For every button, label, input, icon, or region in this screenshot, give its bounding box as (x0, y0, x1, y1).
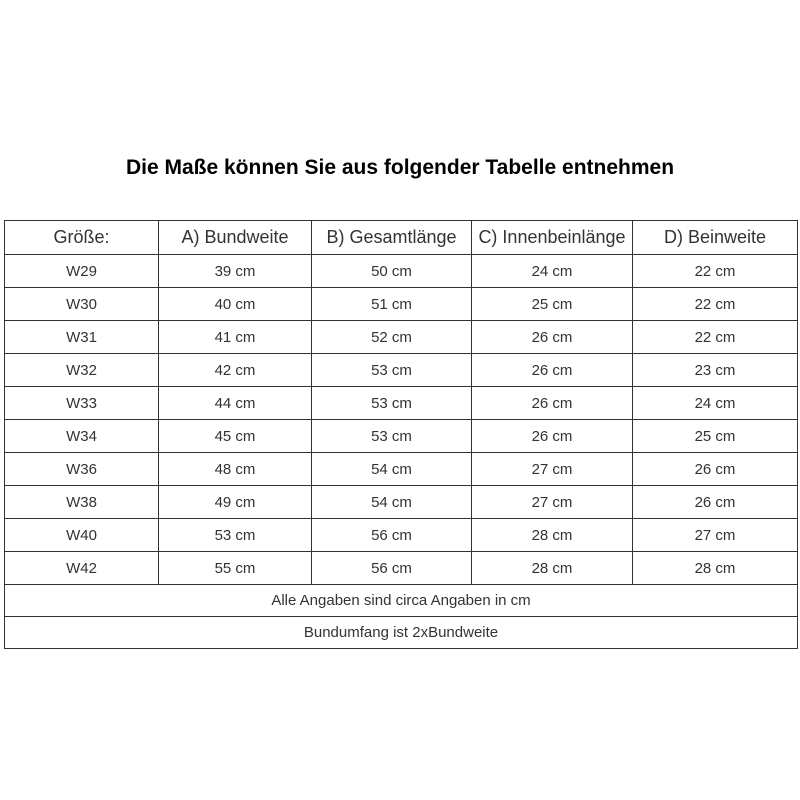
note-row (5, 585, 798, 617)
cell-innenbeinlaenge: 25 cm (472, 288, 633, 321)
cell-innenbeinlaenge: 26 cm (472, 321, 633, 354)
cell-gesamtlaenge: 54 cm (312, 486, 472, 519)
header-beinweite: D) Beinweite (633, 221, 798, 255)
cell-size: W31 (5, 321, 159, 354)
cell-size: W40 (5, 519, 159, 552)
table-row (5, 486, 798, 519)
table-row (5, 354, 798, 387)
cell-bundweite: 48 cm (159, 453, 312, 486)
cell-beinweite: 24 cm (633, 387, 798, 420)
cell-innenbeinlaenge: 28 cm (472, 552, 633, 585)
cell-bundweite: 40 cm (159, 288, 312, 321)
cell-bundweite: 39 cm (159, 255, 312, 288)
cell-gesamtlaenge: 52 cm (312, 321, 472, 354)
header-bundweite: A) Bundweite (159, 221, 312, 255)
cell-gesamtlaenge: 54 cm (312, 453, 472, 486)
table-row (5, 552, 798, 585)
page-title: Die Maße können Sie aus folgender Tabelle entnehmen (125, 156, 675, 179)
cell-size: W36 (5, 453, 159, 486)
table-row (5, 321, 798, 354)
header-gesamtlaenge: B) Gesamtlänge (312, 221, 472, 255)
cell-bundweite: 41 cm (159, 321, 312, 354)
cell-beinweite: 26 cm (633, 453, 798, 486)
cell-gesamtlaenge: 50 cm (312, 255, 472, 288)
cell-bundweite: 45 cm (159, 420, 312, 453)
table-row (5, 387, 798, 420)
header-innenbeinlaenge: C) Innenbeinlänge (472, 221, 633, 255)
cell-innenbeinlaenge: 24 cm (472, 255, 633, 288)
cell-gesamtlaenge: 53 cm (312, 420, 472, 453)
cell-size: W38 (5, 486, 159, 519)
cell-innenbeinlaenge: 26 cm (472, 420, 633, 453)
cell-beinweite: 23 cm (633, 354, 798, 387)
table-header-row (5, 221, 798, 255)
note-approximate: Alle Angaben sind circa Angaben in cm (5, 585, 798, 617)
cell-beinweite: 25 cm (633, 420, 798, 453)
cell-gesamtlaenge: 56 cm (312, 552, 472, 585)
cell-innenbeinlaenge: 26 cm (472, 387, 633, 420)
cell-gesamtlaenge: 51 cm (312, 288, 472, 321)
cell-innenbeinlaenge: 27 cm (472, 453, 633, 486)
cell-size: W30 (5, 288, 159, 321)
table-row (5, 255, 798, 288)
cell-bundweite: 42 cm (159, 354, 312, 387)
table-row (5, 519, 798, 552)
cell-innenbeinlaenge: 26 cm (472, 354, 633, 387)
table-row (5, 420, 798, 453)
table-row (5, 288, 798, 321)
note-waist-circumference: Bundumfang ist 2xBundweite (5, 617, 798, 649)
cell-size: W34 (5, 420, 159, 453)
table-row (5, 453, 798, 486)
cell-gesamtlaenge: 56 cm (312, 519, 472, 552)
cell-bundweite: 49 cm (159, 486, 312, 519)
cell-size: W32 (5, 354, 159, 387)
cell-beinweite: 28 cm (633, 552, 798, 585)
header-groesse: Größe: (5, 221, 159, 255)
cell-size: W42 (5, 552, 159, 585)
size-table (4, 220, 798, 649)
cell-bundweite: 44 cm (159, 387, 312, 420)
cell-bundweite: 55 cm (159, 552, 312, 585)
cell-beinweite: 22 cm (633, 288, 798, 321)
cell-beinweite: 26 cm (633, 486, 798, 519)
cell-beinweite: 22 cm (633, 255, 798, 288)
cell-innenbeinlaenge: 27 cm (472, 486, 633, 519)
cell-beinweite: 27 cm (633, 519, 798, 552)
cell-gesamtlaenge: 53 cm (312, 354, 472, 387)
cell-size: W33 (5, 387, 159, 420)
cell-gesamtlaenge: 53 cm (312, 387, 472, 420)
note-row (5, 617, 798, 649)
cell-innenbeinlaenge: 28 cm (472, 519, 633, 552)
cell-size: W29 (5, 255, 159, 288)
cell-beinweite: 22 cm (633, 321, 798, 354)
cell-bundweite: 53 cm (159, 519, 312, 552)
